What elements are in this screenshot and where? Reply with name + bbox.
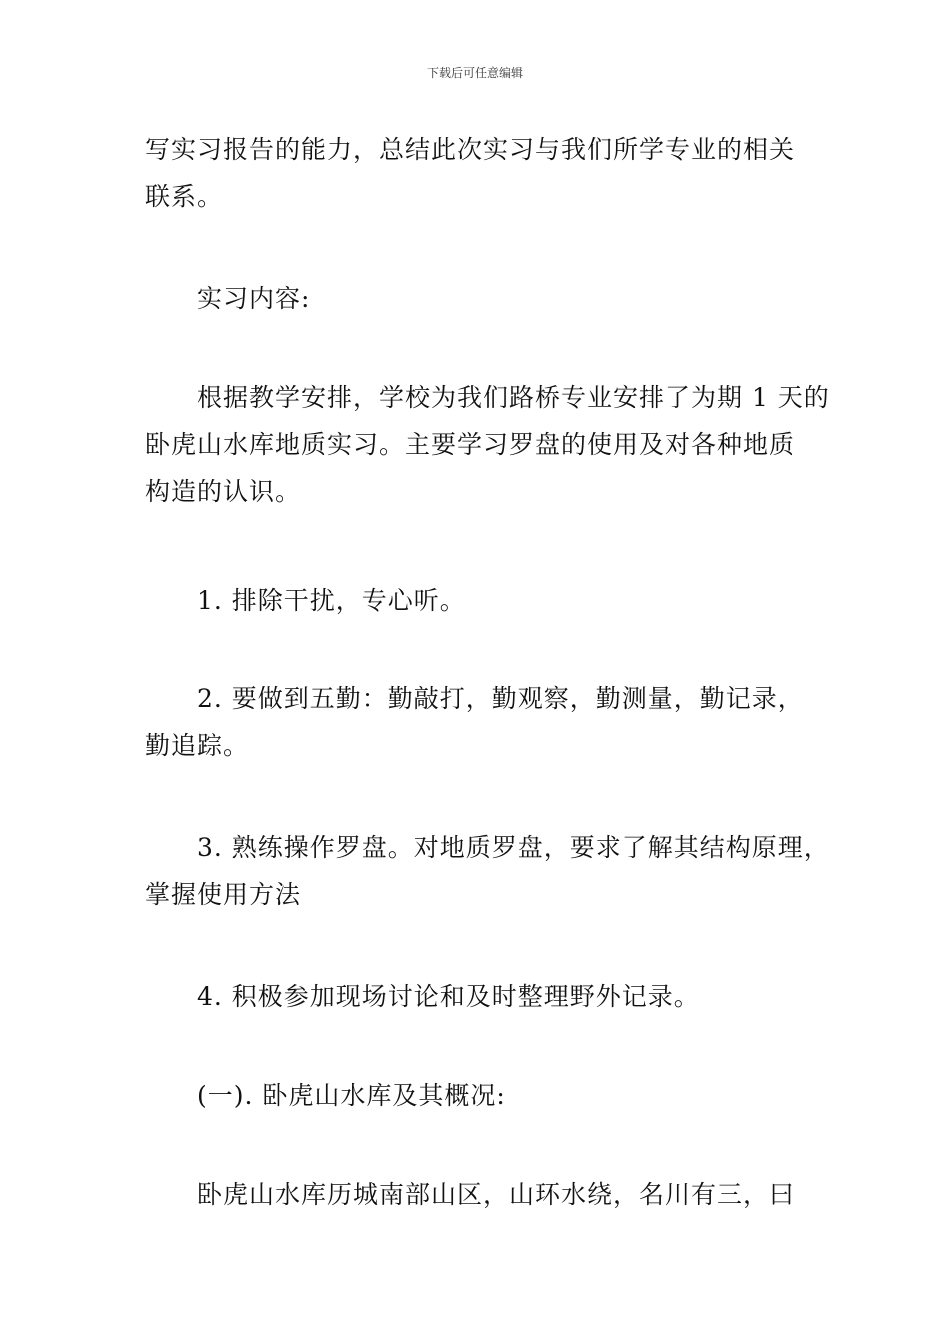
text-line: 卧虎山水库地质实习。主要学习罗盘的使用及对各种地质 — [145, 430, 796, 459]
text-line: 实习内容: — [197, 284, 311, 313]
list-item-2 — [145, 675, 815, 769]
section-heading-reservoir-overview — [145, 1072, 867, 1119]
page-header-note: 下载后可任意编辑 — [426, 66, 523, 80]
text-line: 2. 要做到五勤：勤敲打，勤观察，勤测量，勤记录， — [197, 684, 804, 713]
text-line: 4. 积极参加现场讨论和及时整理野外记录。 — [197, 982, 700, 1011]
text-line: 写实习报告的能力，总结此次实习与我们所学专业的相关 — [145, 135, 796, 164]
text-line: 构造的认识。 — [145, 477, 302, 506]
paragraph-reservoir-description — [145, 1171, 867, 1218]
text-line: (一). 卧虎山水库及其概况: — [197, 1081, 506, 1110]
text-line: 卧虎山水库历城南部山区，山环水绕，名川有三，曰 — [197, 1180, 796, 1209]
text-line: 根据教学安排，学校为我们路桥专业安排了为期 1 天的 — [197, 383, 830, 412]
text-line: 1. 排除干扰，专心听。 — [197, 586, 466, 615]
list-item-1 — [145, 577, 867, 624]
text-line: 掌握使用方法 — [145, 880, 302, 909]
list-item-4 — [145, 973, 867, 1020]
paragraph-teaching-arrangement — [145, 374, 830, 515]
section-heading-internship-content — [145, 275, 867, 322]
paragraph-report-ability — [145, 126, 815, 220]
text-line: 勤追踪。 — [145, 731, 250, 760]
text-line: 联系。 — [145, 182, 224, 211]
list-item-3 — [145, 824, 830, 918]
text-line: 3. 熟练操作罗盘。对地质罗盘，要求了解其结构原理， — [197, 833, 830, 862]
